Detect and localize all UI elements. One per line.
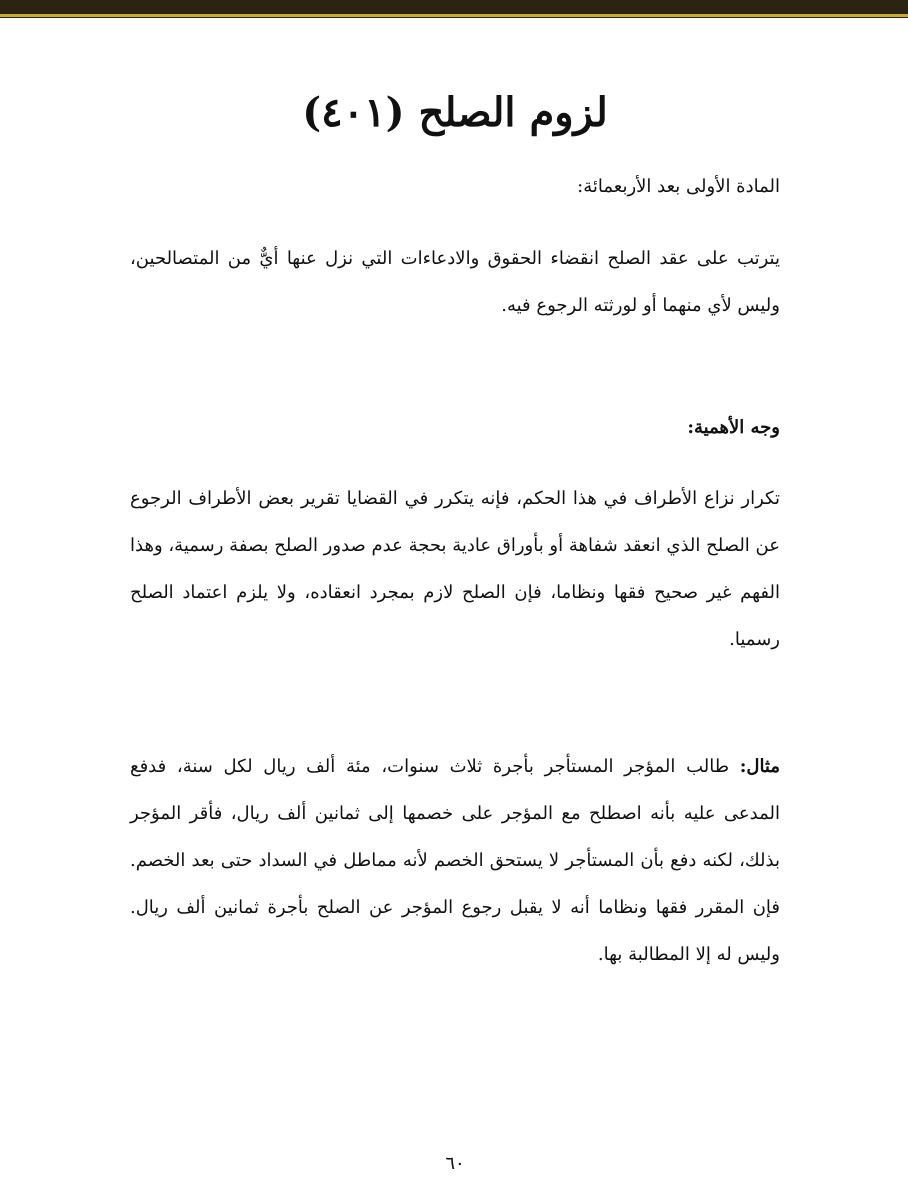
- article-text: يترتب على عقد الصلح انقضاء الحقوق والادعاءات التي نزل عنها أيٌّ من المتصالحين، وليس لأي منهما أو لورثته الرجوع فيه.: [130, 248, 780, 316]
- page-number: ٦٠: [445, 1153, 465, 1174]
- page-title: لزوم الصلح (٤٠١): [302, 89, 608, 136]
- example-text: طالب المؤجر المستأجر بأجرة ثلاث سنوات، مئة ألف ريال لكل سنة، فدفع المدعى عليه بأنه اصطلح مع المؤجر على خصمها إلى ثمانين ألف ريال، فأقر المؤجر بذلك، لكنه دفع بأن المستأجر لا يستحق الخصم لأنه مماطل في السداد حتى بعد الخصم. فإن المقرر فقها ونظاما أنه لا يقبل رجوع المؤجر عن الصلح بأجرة ثمانين ألف ريال. وليس له إلا المطالبة بها.: [130, 756, 780, 965]
- importance-text: تكرار نزاع الأطراف في هذا الحكم، فإنه يتكرر في القضايا تقرير بعض الأطراف الرجوع عن الصلح الذي انعقد شفاهة أو بأوراق عادية بحجة عدم صدور الصلح بصفة رسمية، وهذا الفهم غير صحيح فقها ونظاما، فإن الصلح لازم بمجرد انعقاده، ولا يلزم اعتماد الصلح رسميا.: [130, 488, 780, 650]
- example-paragraph: [130, 743, 780, 978]
- importance-heading: وجه الأهمية:: [687, 417, 780, 438]
- document-page: [130, 0, 780, 1200]
- article-label: المادة الأولى بعد الأربعمائة:: [577, 176, 780, 197]
- example-label: مثال:: [739, 756, 780, 777]
